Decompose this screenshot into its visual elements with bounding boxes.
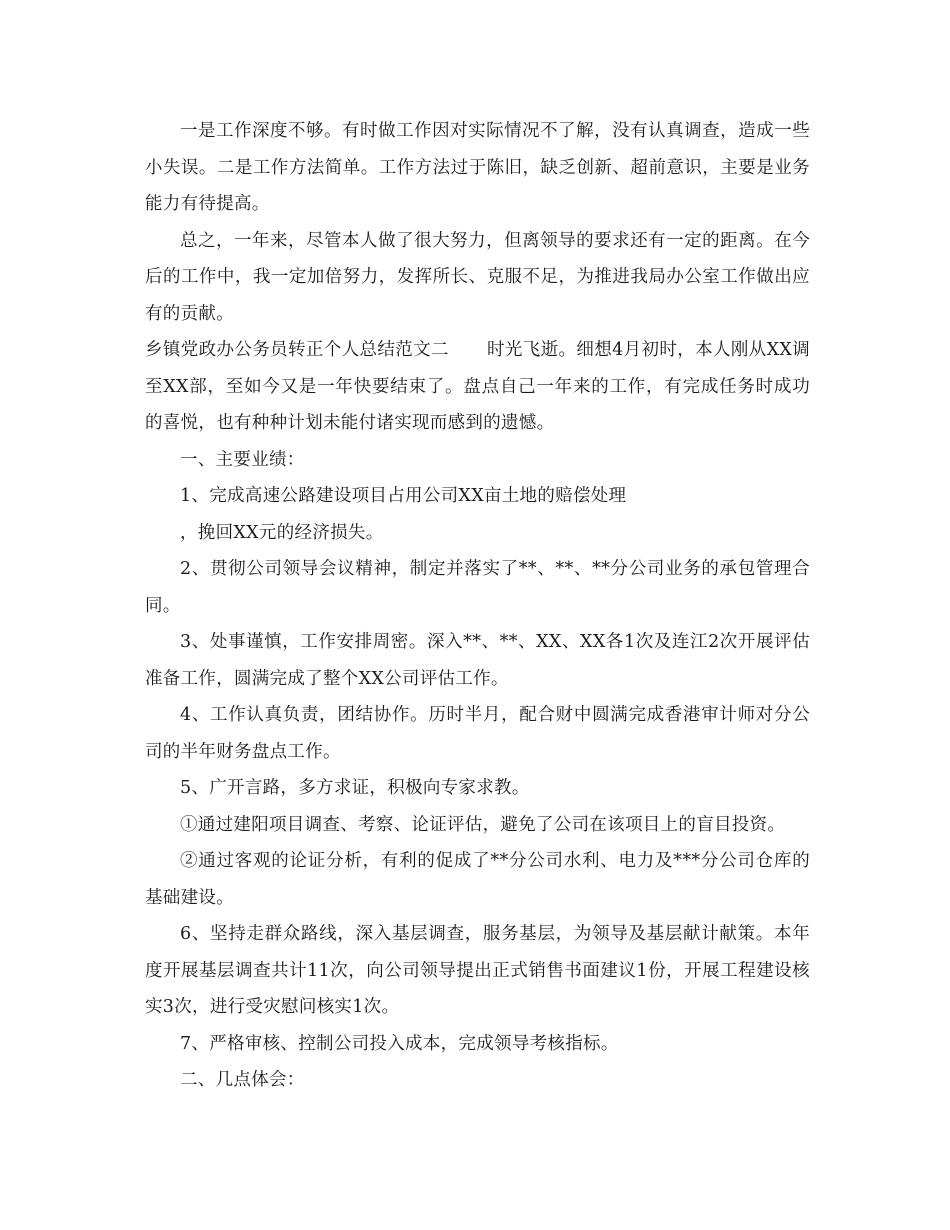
achievement-item-5-sub-1: ①通过建阳项目调查、考察、论证评估，避免了公司在该项目上的盲目投资。: [180, 814, 786, 835]
achievement-item-7: 7、严格审核、控制公司投入成本，完成领导考核指标。: [180, 1033, 619, 1054]
achievement-item-2: 2、贯彻公司领导会议精神，制定并落实了**、**、**分公司业务的承包管理合同。: [145, 559, 810, 616]
achievement-item-1-continued: ，挽回XX元的经济损失。: [180, 522, 384, 543]
heading-main-achievements: 一、主要业绩：: [180, 449, 305, 470]
heading-reflections: 二、几点体会：: [180, 1070, 305, 1090]
section-intro-text: 时光飞逝。细想4月初时，本人刚从XX调至XX部，至如今又是一年快要结束了。盘点自己一年来的工作，有完成任务时成功的喜悦，也有种种计划未能付诸实现而感到的遗憾。: [145, 340, 810, 433]
paragraph-conclusion: 总之，一年来，尽管本人做了很大努力，但离领导的要求还有一定的距离。在今后的工作中，我一定加倍努力，发挥所长、克服不足，为推进我局办公室工作做出应有的贡献。: [145, 230, 810, 324]
achievement-item-5: 5、广开言路，多方求证，积极向专家求教。: [180, 778, 530, 798]
achievement-item-1: 1、完成高速公路建设项目占用公司XX亩土地的赔偿处理: [180, 486, 627, 506]
achievement-item-6: 6、坚持走群众路线，深入基层调查，服务基层，为领导及基层献计献策。本年度开展基层调查共计11次，向公司领导提出正式销售书面建议1份，开展工程建设核实3次，进行受灾慰问核实1次。: [145, 924, 810, 1017]
paragraph-shortcomings: 一是工作深度不够。有时做工作因对实际情况不了解，没有认真调查，造成一些小失误。二是工作方法简单。工作方法过于陈旧，缺乏创新、超前意识，主要是业务能力有待提高。: [145, 121, 810, 214]
paragraph-section-two: [145, 332, 810, 442]
document-body: [145, 113, 810, 1099]
achievement-item-5-sub-2: ②通过客观的论证分析，有利的促成了**分公司水利、电力及***分公司仓库的基础建设。: [145, 851, 810, 908]
achievement-item-3: 3、处事谨慎，工作安排周密。深入**、**、XX、XX各1次及连江2次开展评估准备工作，圆满完成了整个XX公司评估工作。: [145, 632, 810, 689]
section-title: 乡镇党政办公务员转正个人总结范文二: [145, 340, 449, 360]
achievement-item-4: 4、工作认真负责，团结协作。历时半月，配合财中圆满完成香港审计师对分公司的半年财务盘点工作。: [145, 705, 810, 762]
